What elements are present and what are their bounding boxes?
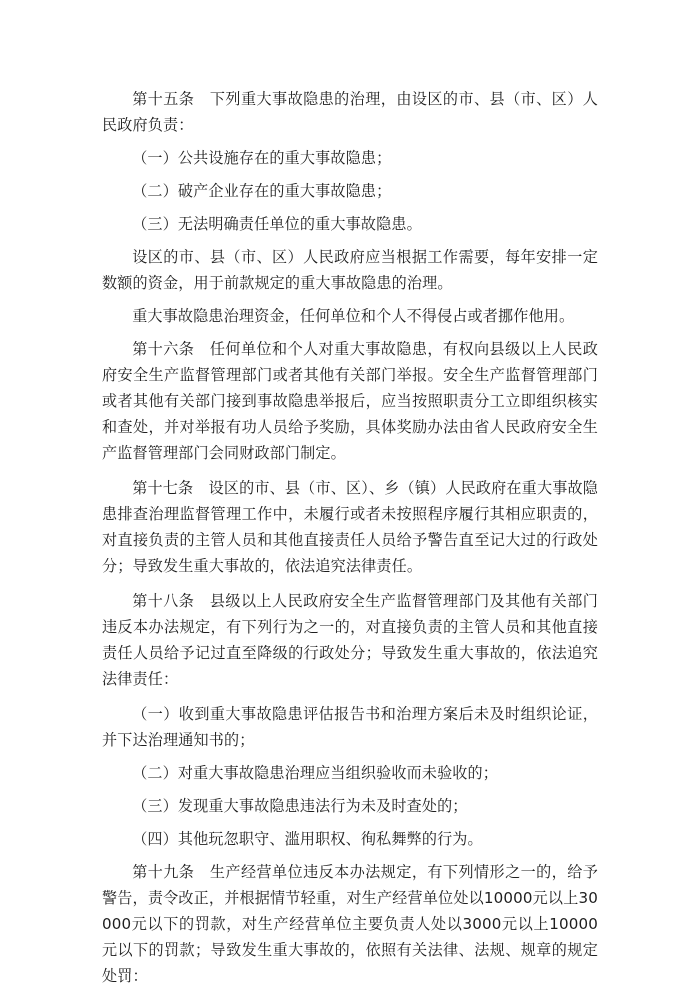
document-page	[102, 86, 598, 989]
article-15-item-3: （三）无法明确责任单位的重大事故隐患。	[132, 215, 422, 233]
article-15-paragraph	[102, 86, 598, 138]
article-17-paragraph	[102, 475, 598, 579]
article-15-paragraph-3: 重大事故隐患治理资金，任何单位和个人不得侵占或者挪作他用。	[132, 307, 575, 325]
article-17-heading: 第十七条	[132, 479, 194, 497]
article-18-item-3: （三）发现重大事故隐患违法行为未及时查处的；	[132, 797, 468, 815]
article-17-text: 设区的市、县（市、区）、乡（镇）人民政府在重大事故隐患排查治理监督管理工作中，未履行或者未按照程序履行其相应职责的，对直接负责的主管人员和其他直接责任人员给予警告直至记大过的行政处分；导致发生重大事故的，依法追究法律责任。	[102, 479, 599, 575]
article-18-heading: 第十八条	[132, 592, 195, 610]
article-15-item-1: （一）公共设施存在的重大事故隐患；	[132, 149, 392, 167]
article-15-text: 下列重大事故隐患的治理，由设区的市、县（市、区）人民政府负责：	[102, 90, 598, 134]
article-15-heading: 第十五条	[132, 90, 195, 108]
article-19-heading: 第十九条	[132, 863, 195, 881]
article-18-item-2: （二）对重大事故隐患治理应当组织验收而未验收的；	[132, 764, 499, 782]
article-16-paragraph	[102, 336, 598, 466]
article-18-item-1: （一）收到重大事故隐患评估报告书和治理方案后未及时组织论证，并下达治理通知书的；	[102, 705, 598, 749]
article-18-item-4: （四）其他玩忽职守、滥用职权、徇私舞弊的行为。	[132, 830, 483, 848]
article-16-text: 任何单位和个人对重大事故隐患，有权向县级以上人民政府安全生产监督管理部门或者其他有关部门举报。安全生产监督管理部门或者其他有关部门接到事故隐患举报后，应当按照职责分工立即组织核实和查处，并对举报有功人员给予奖励，具体奖励办法由省人民政府安全生产监督管理部门会同财政部门制定。	[102, 340, 598, 462]
article-18-text: 县级以上人民政府安全生产监督管理部门及其他有关部门违反本办法规定，有下列行为之一的，对直接负责的主管人员和其他直接责任人员给予记过直至降级的行政处分；导致发生重大事故的，依法追究法律责任：	[102, 592, 598, 688]
article-16-heading: 第十六条	[132, 340, 195, 358]
article-18-paragraph	[102, 588, 598, 692]
article-19-paragraph	[102, 859, 598, 989]
article-15-paragraph-2: 设区的市、县（市、区）人民政府应当根据工作需要，每年安排一定数额的资金，用于前款规定的重大事故隐患的治理。	[102, 248, 598, 292]
article-19-text: 生产经营单位违反本办法规定，有下列情形之一的，给予警告，责令改正，并根据情节轻重，对生产经营单位处以10000元以上30000元以下的罚款，对生产经营单位主要负责人处以3000元以上10000元以下的罚款；导致发生重大事故的，依照有关法律、法规、规章的规定处罚：	[102, 863, 598, 985]
article-15-item-2: （二）破产企业存在的重大事故隐患；	[132, 182, 392, 200]
